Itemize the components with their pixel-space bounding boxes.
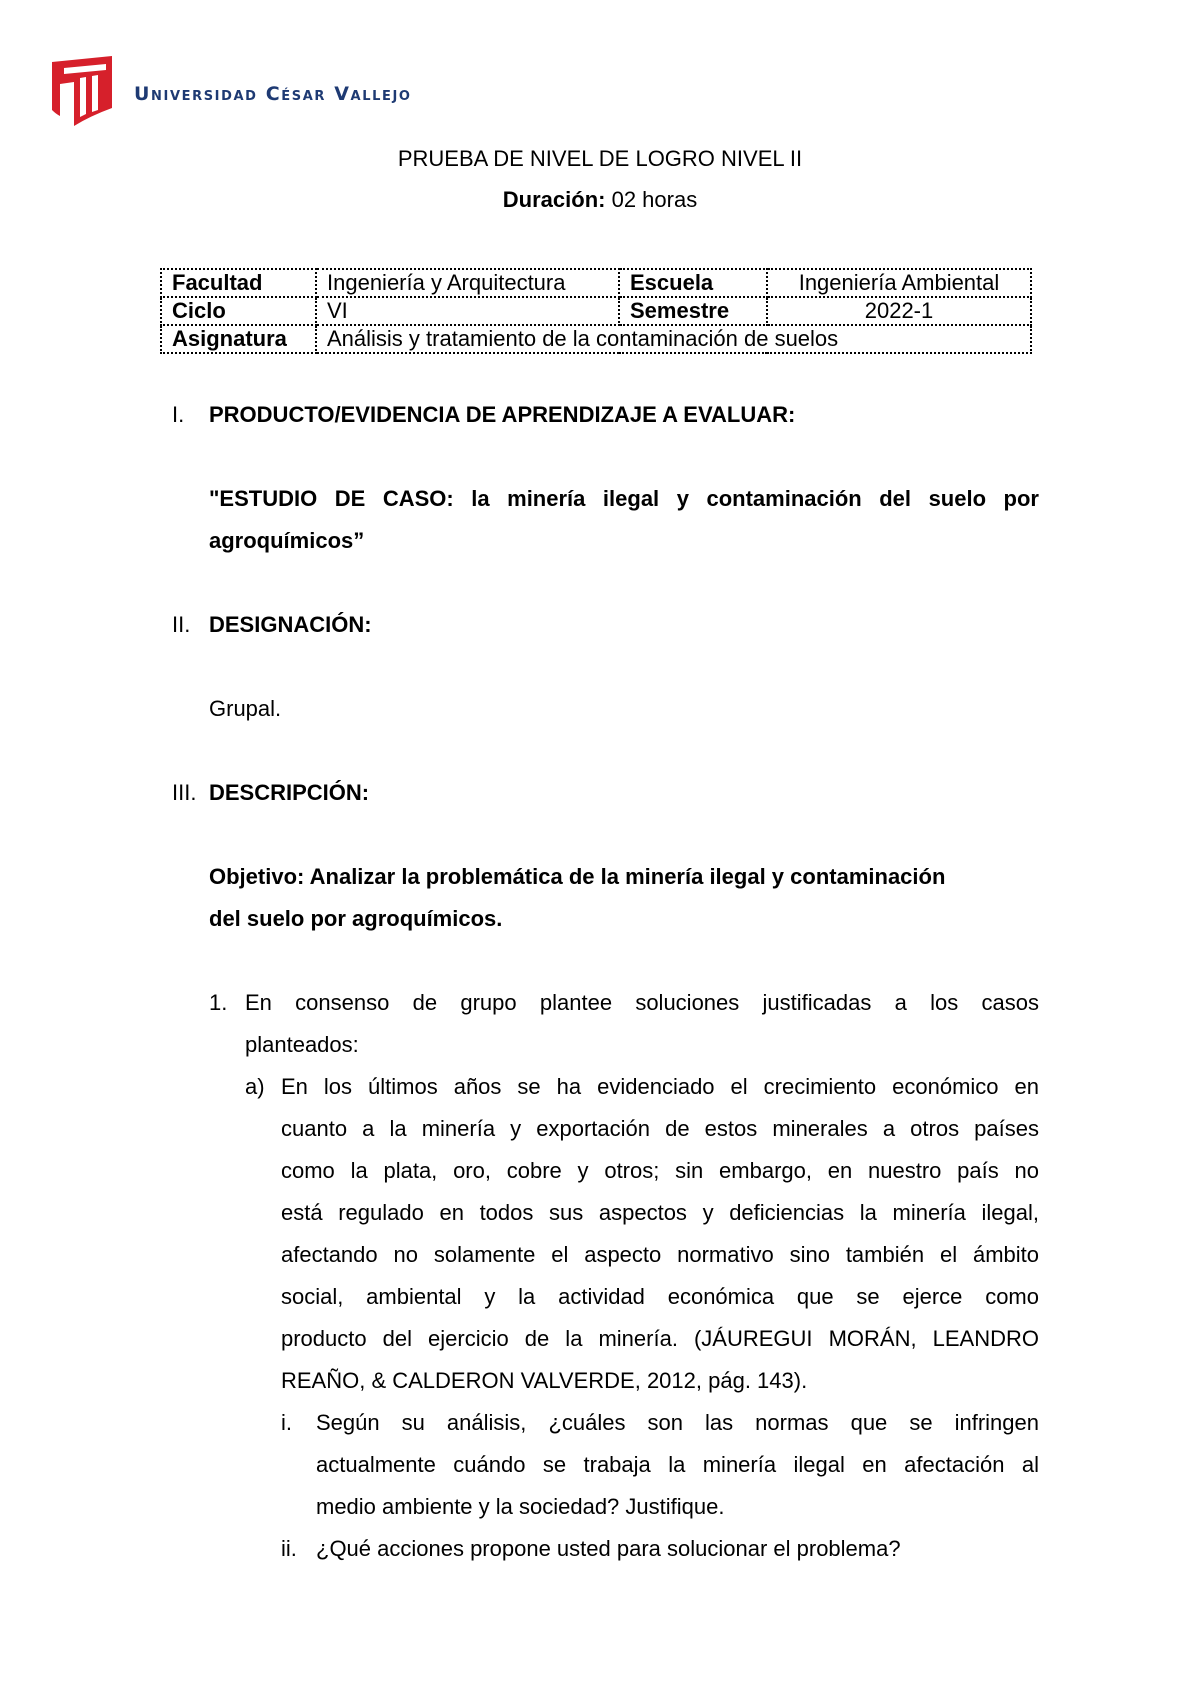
- item-i-line-1: Según su análisis, ¿cuáles son las normas que se infringen: [316, 1410, 1039, 1435]
- ciclo-label: Ciclo: [161, 297, 316, 325]
- section-2-numeral: II.: [172, 612, 191, 637]
- ciclo-value: VI: [316, 297, 619, 325]
- section-1-numeral: I.: [172, 402, 185, 427]
- section-1-heading: PRODUCTO/EVIDENCIA DE APRENDIZAJE A EVALUAR:: [209, 402, 796, 427]
- table-row: [161, 325, 1031, 353]
- item-a-line-4: está regulado en todos sus aspectos y deficiencias la minería ilegal,: [281, 1200, 1039, 1225]
- item-a-line-8: REAÑO, & CALDERON VALVERDE, 2012, pág. 143).: [281, 1368, 808, 1393]
- facultad-label: Facultad: [161, 269, 316, 297]
- item-a-line-7: producto del ejercicio de la minería. (JÁUREGUI MORÁN, LEANDRO: [281, 1326, 1039, 1351]
- duration-label: Duración:: [502, 187, 606, 212]
- asignatura-value: Análisis y tratamiento de la contaminación de suelos: [316, 325, 1031, 353]
- item-ii-numeral: ii.: [281, 1536, 297, 1561]
- item-1-line-1: En consenso de grupo plantee soluciones justificadas a los casos: [245, 990, 1039, 1015]
- item-ii-question: ¿Qué acciones propone usted para solucionar el problema?: [316, 1536, 901, 1561]
- item-i-line-3: medio ambiente y la sociedad? Justifique.: [316, 1494, 725, 1519]
- duration-value: 02 horas: [605, 187, 698, 212]
- duration-line: [0, 187, 1200, 213]
- item-1-line-2: planteados:: [245, 1032, 359, 1057]
- section-3-heading: DESCRIPCIÓN:: [209, 780, 370, 805]
- item-a-line-5: afectando no solamente el aspecto normativo sino también el ámbito: [281, 1242, 1039, 1267]
- asignatura-label: Asignatura: [161, 325, 316, 353]
- designation-value: Grupal.: [209, 696, 282, 721]
- semestre-value: 2022-1: [767, 297, 1031, 325]
- item-i-numeral: i.: [281, 1410, 292, 1435]
- objective-line-2: del suelo por agroquímicos.: [209, 906, 503, 931]
- objective-line-1: Objetivo: Analizar la problemática de la minería ilegal y contaminación: [209, 864, 946, 889]
- escuela-value: Ingeniería Ambiental: [767, 269, 1031, 297]
- table-row: [161, 269, 1031, 297]
- table-row: [161, 297, 1031, 325]
- ucv-shield-icon: [50, 54, 120, 128]
- semestre-label: Semestre: [619, 297, 767, 325]
- facultad-value: Ingeniería y Arquitectura: [316, 269, 619, 297]
- section-3-numeral: III.: [172, 780, 197, 805]
- item-i-line-2: actualmente cuándo se trabaja la minería ilegal en afectación al: [316, 1452, 1039, 1477]
- info-table: [160, 268, 1032, 354]
- document-title: PRUEBA DE NIVEL DE LOGRO NIVEL II: [397, 146, 803, 171]
- case-title-line-2: agroquímicos”: [209, 528, 365, 553]
- item-a-line-6: social, ambiental y la actividad económica que se ejerce como: [281, 1284, 1039, 1309]
- institution-name: Universidad César Vallejo: [134, 83, 412, 105]
- section-2-heading: DESIGNACIÓN:: [209, 612, 372, 637]
- university-logo: [50, 54, 412, 128]
- escuela-label: Escuela: [619, 269, 767, 297]
- case-title-line-1: "ESTUDIO DE CASO: la minería ilegal y contaminación del suelo por: [209, 486, 1039, 511]
- item-a-line-1: En los últimos años se ha evidenciado el crecimiento económico en: [281, 1074, 1039, 1099]
- item-a-line-3: como la plata, oro, cobre y otros; sin embargo, en nuestro país no: [281, 1158, 1039, 1183]
- item-1-number: 1.: [209, 990, 228, 1015]
- item-a-letter: a): [245, 1074, 265, 1099]
- item-a-line-2: cuanto a la minería y exportación de estos minerales a otros países: [281, 1116, 1039, 1141]
